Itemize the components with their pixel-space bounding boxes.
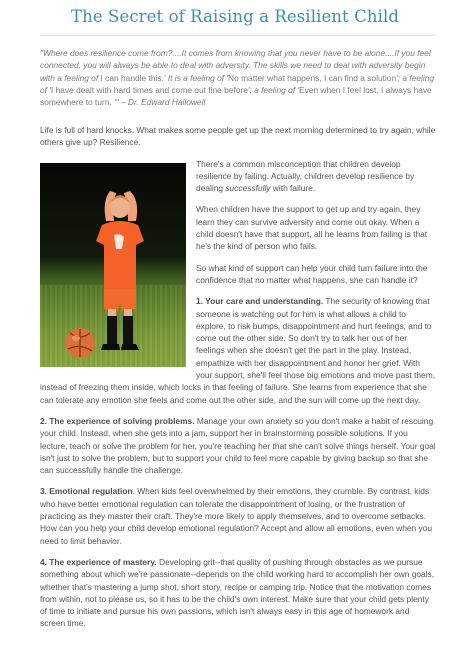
- point-heading: 3. Emotional regulation: [40, 486, 133, 497]
- quote-part-7: '; a feeling of ': [247, 84, 300, 95]
- quote-part-2: I can handle this.: [100, 72, 164, 83]
- article-title: The Secret of Raising a Resilient Child: [71, 7, 399, 26]
- point-text: . When kids feel overwhelmed by their emotions, they crumble. By contrast, kids who have better emotional regulation can tolerate the disappointment of losing, or the frustration of practicing as they master their craft. They're more likely to apply themselves, and to overcome setbacks. How can you help your child develop emotional regulation? Accept and allow all emotions, even when you need to limit behavior.: [40, 486, 433, 546]
- question-paragraph: So what kind of support can help your child turn failure into the confidence that no matter what happens, she can handle it?: [196, 262, 428, 285]
- misconception-end: with failure.: [270, 183, 316, 194]
- successfully-emphasis: successfully: [225, 183, 271, 194]
- hallowell-quote: [40, 47, 436, 108]
- quote-part-5: '; a feeling of ': [40, 72, 435, 95]
- child-figure: [40, 163, 186, 367]
- point-heading: 1. Your care and understanding.: [196, 296, 324, 307]
- quote-part-4: No matter what happens, I can find a solution: [228, 72, 397, 83]
- quote-part-9: '" – Dr. Edward Hallowell: [111, 97, 206, 108]
- soccer-child-photo: [40, 163, 186, 367]
- support-paragraph: When children have the support to get up and try again, they learn they can survive adversity and come out okay. When a child doesn't have that support, all he learns from failing is that he's the kind of person who fails.: [196, 204, 428, 252]
- point-text: Manage your own anxiety so you don't make a habit of rescuing your child. Instead, when she gets into a jam, support her in brainstorming possible solutions. If you lecture, teach or solve the problem for her, you're teaching her that she can't solve things herself. Your goal isn't just to solve the problem, but to support your child to feel more capable by giving backup so that she can successfully handle the challenge.: [40, 415, 436, 476]
- point-solving-problems: [40, 415, 436, 476]
- point-emotional-regulation: [40, 485, 436, 546]
- intro-paragraph: Life is full of hard knocks. What makes some people get up the next morning determined to try again, while others give up? Resilience.: [40, 125, 436, 148]
- point-heading: 2. The experience of solving problems.: [40, 415, 195, 426]
- point-text: Developing grit--that quality of pushing through obstacles as we pursue something about which we're passionate--depends on the child working hard to accomplish her own goals, whether that's mastering a jump shot, short story, recipe or camping trip. Notice that the motivation comes from within, not to please us, so it has to be the child's own interest. Make sure that your child gets plenty of time to initiate and pursue his own passions, which isn't always easy in this age of homework and screen time.: [40, 556, 435, 629]
- article-body: [40, 124, 436, 639]
- quote-part-3: ' It is a feeling of ': [163, 72, 229, 83]
- quote-part-6: I have dealt with hard times and come out fine before: [50, 84, 248, 95]
- misconception-text: There's a common misconception that children develop resilience by failing. Actually, children develop resilience by dealing: [196, 158, 415, 194]
- quote-part-8: Even when I feel lost, I always have somewhere to turn.: [40, 84, 432, 108]
- title-divider: [40, 35, 436, 36]
- point-heading: 4. The experience of mastery.: [40, 556, 157, 567]
- point-mastery: [40, 556, 436, 630]
- quote-part-1: "Where does resilience come from?....It comes from knowing that you never have to be alone....If you feel connected, you will always be able to deal with adversity. The skills we need to deal with adversity begin with a feeling of: [40, 48, 431, 83]
- point-text: The security of knowing that someone is watching out for him is what allows a child to explore, to risk bumps, disappointment and hurt feelings, and to come out the other side. So don't try to talk her out of her feelings when she doesn't get the part in the play. Instead, empathize with her disappointment and honor her grief. With your support, she'll feel those big emotions and move past them, instead of freezing them inside, which locks in that feeling of failure. She learns from experience that she can tolerate any emotion she feels and come out the other side, and the sun will come up the next day.: [40, 296, 436, 405]
